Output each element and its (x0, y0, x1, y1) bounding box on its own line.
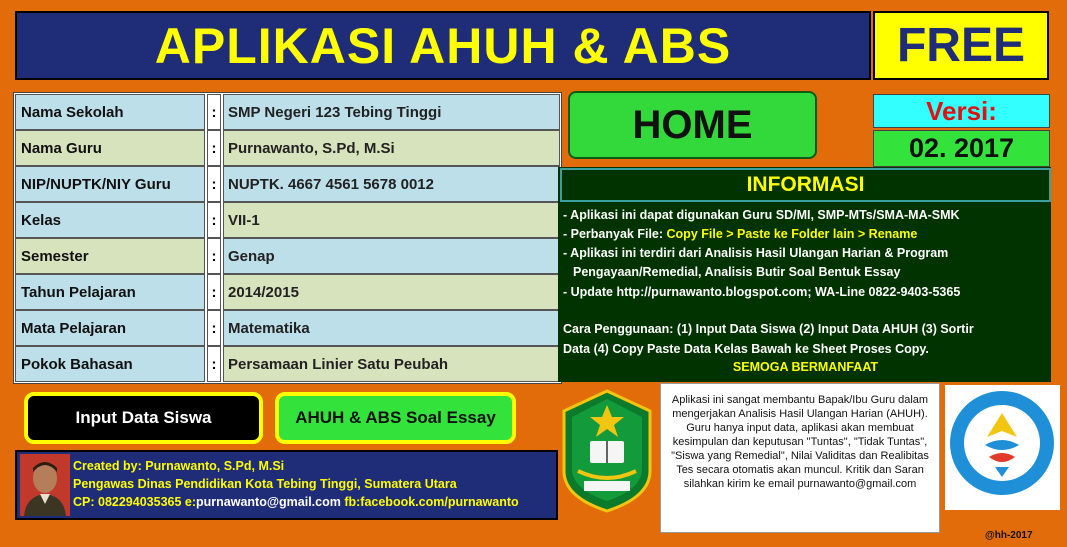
form-label: Kelas (15, 202, 205, 238)
colon-separator: : (207, 202, 221, 238)
usage-line-1: Cara Penggunaan: (1) Input Data Siswa (2) Input Data AHUH (3) Sortir (563, 322, 974, 336)
colon-separator: : (207, 274, 221, 310)
home-button[interactable] (568, 91, 817, 159)
info-line-2-highlight: Copy File > Paste ke Folder lain > Rename (666, 227, 918, 241)
footer-tag: @hh-2017 (985, 530, 1033, 541)
ahuh-abs-label: AHUH & ABS Soal Essay (295, 408, 496, 427)
form-row-semester (15, 238, 560, 274)
author-photo-icon (20, 454, 70, 516)
colon-separator: : (207, 94, 221, 130)
app-title-bar (15, 11, 871, 80)
form-row-kelas (15, 202, 560, 238)
info-line-4: Pengayaan/Remedial, Analisis Butir Soal Bentuk Essay (573, 265, 901, 279)
version-number: 02. 2017 (908, 133, 1015, 163)
nip-field[interactable]: NUPTK. 4667 4561 5678 0012 (223, 166, 560, 202)
colon-separator: : (207, 166, 221, 202)
credit-line-2: Pengawas Dinas Pendidikan Kota Tebing Tinggi, Sumatera Utara (73, 477, 457, 491)
form-label: NIP/NUPTK/NIY Guru (15, 166, 205, 202)
form-row-tahun-pelajaran (15, 274, 560, 310)
input-data-siswa-label: Input Data Siswa (75, 408, 212, 427)
colon-separator: : (207, 130, 221, 166)
closing-message: SEMOGA BERMANFAAT (732, 360, 879, 374)
version-label: Versi: (926, 95, 997, 126)
version-number-box (873, 130, 1050, 167)
info-line-2-prefix: - Perbanyak File: (563, 227, 667, 241)
form-label: Nama Sekolah (15, 94, 205, 130)
credit-email-link[interactable]: purnawanto@gmail.com (196, 495, 341, 509)
tahun-pelajaran-field[interactable]: 2014/2015 (223, 274, 560, 310)
info-line-3: - Aplikasi ini terdiri dari Analisis Hasil Ulangan Harian & Program (563, 246, 949, 260)
info-line-5: - Update http://purnawanto.blogspot.com; WA-Line 0822-9403-5365 (563, 285, 961, 299)
semester-field[interactable]: Genap (223, 238, 560, 274)
free-badge-label: FREE (896, 19, 1025, 72)
home-button-label: HOME (632, 102, 753, 147)
kemenag-emblem-icon (560, 389, 654, 513)
form-row-mata-pelajaran (15, 310, 560, 346)
credit-facebook: fb:facebook.com/purnawanto (340, 495, 519, 509)
ahuh-abs-button[interactable] (275, 392, 516, 444)
input-data-siswa-button[interactable] (24, 392, 263, 444)
form-label: Pokok Bahasan (15, 346, 205, 382)
nama-guru-field[interactable]: Purnawanto, S.Pd, M.Si (223, 130, 560, 166)
mata-pelajaran-field[interactable]: Matematika (223, 310, 560, 346)
credit-phone: CP: 082294035365 e: (73, 495, 197, 509)
app-title: APLIKASI AHUH & ABS (154, 17, 732, 74)
form-row-nip (15, 166, 560, 202)
info-heading: INFORMASI (746, 173, 865, 196)
info-line-1: - Aplikasi ini dapat digunakan Guru SD/MI, SMP-MTs/SMA-MA-SMK (563, 208, 960, 222)
colon-separator: : (207, 346, 221, 382)
kelas-field[interactable]: VII-1 (223, 202, 560, 238)
form-label: Mata Pelajaran (15, 310, 205, 346)
form-row-nama-sekolah (15, 94, 560, 130)
form-row-nama-guru (15, 130, 560, 166)
form-row-pokok-bahasan (15, 346, 560, 382)
info-line-2 (563, 227, 917, 241)
credit-line-1: Created by: Purnawanto, S.Pd, M.Si (73, 459, 285, 473)
description-box: Aplikasi ini sangat membantu Bapak/Ibu Guru dalam mengerjakan Analisis Hasil Ulangan Harian (AHUH). Guru hanya input data, aplikasi akan membuat kesimpulan dan keputusan "Tuntas", "Tidak Tuntas", "Siswa yang Remedial", Nilai Validitas dan Realibitas Tes secara otomatis akan muncul. Kritik dan Saran silahkan kirim ke email purnawanto@gmail.com (660, 383, 940, 533)
info-heading-box (560, 168, 1051, 202)
avatar (20, 454, 70, 516)
tut-wuri-handayani-logo-icon (945, 385, 1060, 510)
nama-sekolah-field[interactable]: SMP Negeri 123 Tebing Tinggi (223, 94, 560, 130)
version-label-box (873, 94, 1050, 128)
free-badge (873, 11, 1049, 80)
usage-line-2: Data (4) Copy Paste Data Kelas Bawah ke Sheet Proses Copy. (563, 342, 929, 356)
colon-separator: : (207, 310, 221, 346)
colon-separator: : (207, 238, 221, 274)
form-label: Semester (15, 238, 205, 274)
pokok-bahasan-field[interactable]: Persamaan Linier Satu Peubah (223, 346, 560, 382)
form-label: Tahun Pelajaran (15, 274, 205, 310)
form-label: Nama Guru (15, 130, 205, 166)
credit-line-3 (73, 495, 519, 509)
